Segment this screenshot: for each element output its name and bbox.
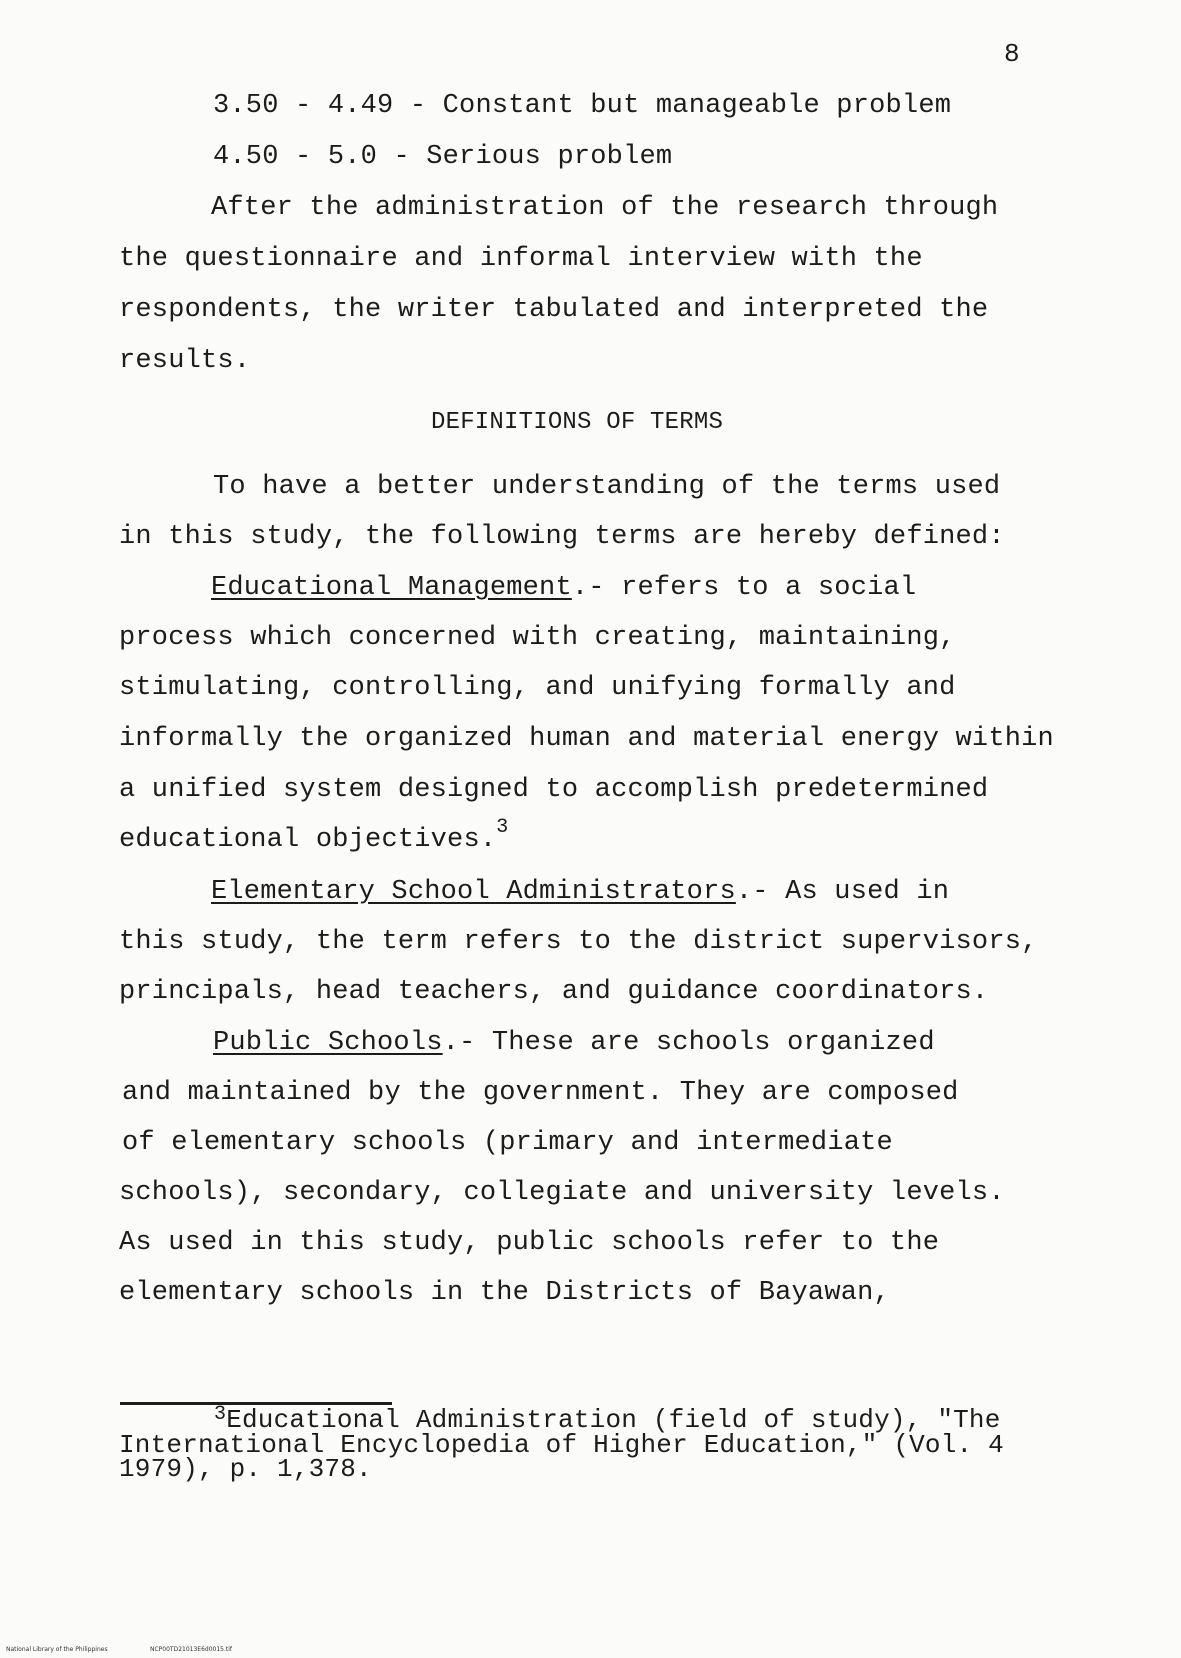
- scan-footer-file-id: NCP00TD21013E6d0015.tif: [150, 1646, 233, 1653]
- definition-elementary-school-administrators-line-1: Elementary School Administrators.- As used in: [211, 877, 950, 907]
- intro-line-2: in this study, the following terms are hereby defined:: [119, 522, 1005, 552]
- scale-label-1: - Constant but manageable problem: [409, 91, 952, 121]
- footnote-line-3: 1979), p. 1,378.: [119, 1454, 372, 1484]
- definition-public-schools-line-2: and maintained by the government. They are composed: [122, 1078, 959, 1108]
- scale-range-1: 3.50 - 4.49: [213, 91, 394, 121]
- paragraph-1-line-1: After the administration of the research through: [211, 193, 999, 223]
- definition-educational-management-line-2: process which concerned with creating, maintaining,: [119, 623, 956, 653]
- term-elementary-school-administrators: Elementary School Administrators: [211, 877, 736, 907]
- page-number: 8: [1004, 39, 1020, 69]
- section-heading: DEFINITIONS OF TERMS: [431, 409, 724, 436]
- footnote-marker: 3: [214, 1403, 227, 1426]
- scale-label-2: - Serious problem: [393, 142, 673, 172]
- definition-educational-management-line-4: informally the organized human and material energy within: [119, 724, 1054, 754]
- definition-public-schools-line-6: elementary schools in the Districts of Bayawan,: [119, 1278, 890, 1308]
- paragraph-1-line-2: the questionnaire and informal interview with the: [119, 244, 923, 274]
- footnote-reference: 3: [496, 816, 509, 839]
- definition-elementary-school-administrators-line-3: principals, head teachers, and guidance coordinators.: [119, 977, 989, 1007]
- term-educational-management: Educational Management: [211, 573, 572, 603]
- definition-educational-management-line-1: Educational Management.- refers to a social: [211, 573, 917, 603]
- definition-educational-management-line-3: stimulating, controlling, and unifying formally and: [119, 673, 956, 703]
- intro-line-1: To have a better understanding of the terms used: [213, 472, 1001, 502]
- scale-row-2: [213, 141, 672, 173]
- paragraph-1-line-4: results.: [119, 346, 251, 376]
- scale-range-2: 4.50 - 5.0: [213, 142, 378, 172]
- footnote-line-1: $^3$Educational Administration (field of study), "The: [214, 1403, 1001, 1435]
- paragraph-1-line-3: respondents, the writer tabulated and interpreted the: [119, 295, 989, 325]
- footnote-line-2: International Encyclopedia of Higher Education," (Vol. 4: [119, 1430, 1004, 1460]
- definition-elementary-school-administrators-line-2: this study, the term refers to the district supervisors,: [119, 927, 1038, 957]
- scale-row-1: [213, 90, 951, 122]
- definition-public-schools-line-5: As used in this study, public schools refer to the: [119, 1228, 940, 1258]
- definition-educational-management-line-5: a unified system designed to accomplish predetermined: [119, 775, 989, 805]
- definition-public-schools-line-1: Public Schools.- These are schools organized: [213, 1028, 935, 1058]
- scan-footer-library: National Library of the Philippines: [6, 1646, 108, 1653]
- definition-public-schools-line-4: schools), secondary, collegiate and university levels.: [119, 1178, 1005, 1208]
- term-public-schools: Public Schools: [213, 1028, 443, 1058]
- definition-educational-management-line-6: educational objectives.$^3$: [119, 816, 509, 855]
- definition-public-schools-line-3: of elementary schools (primary and intermediate: [122, 1128, 893, 1158]
